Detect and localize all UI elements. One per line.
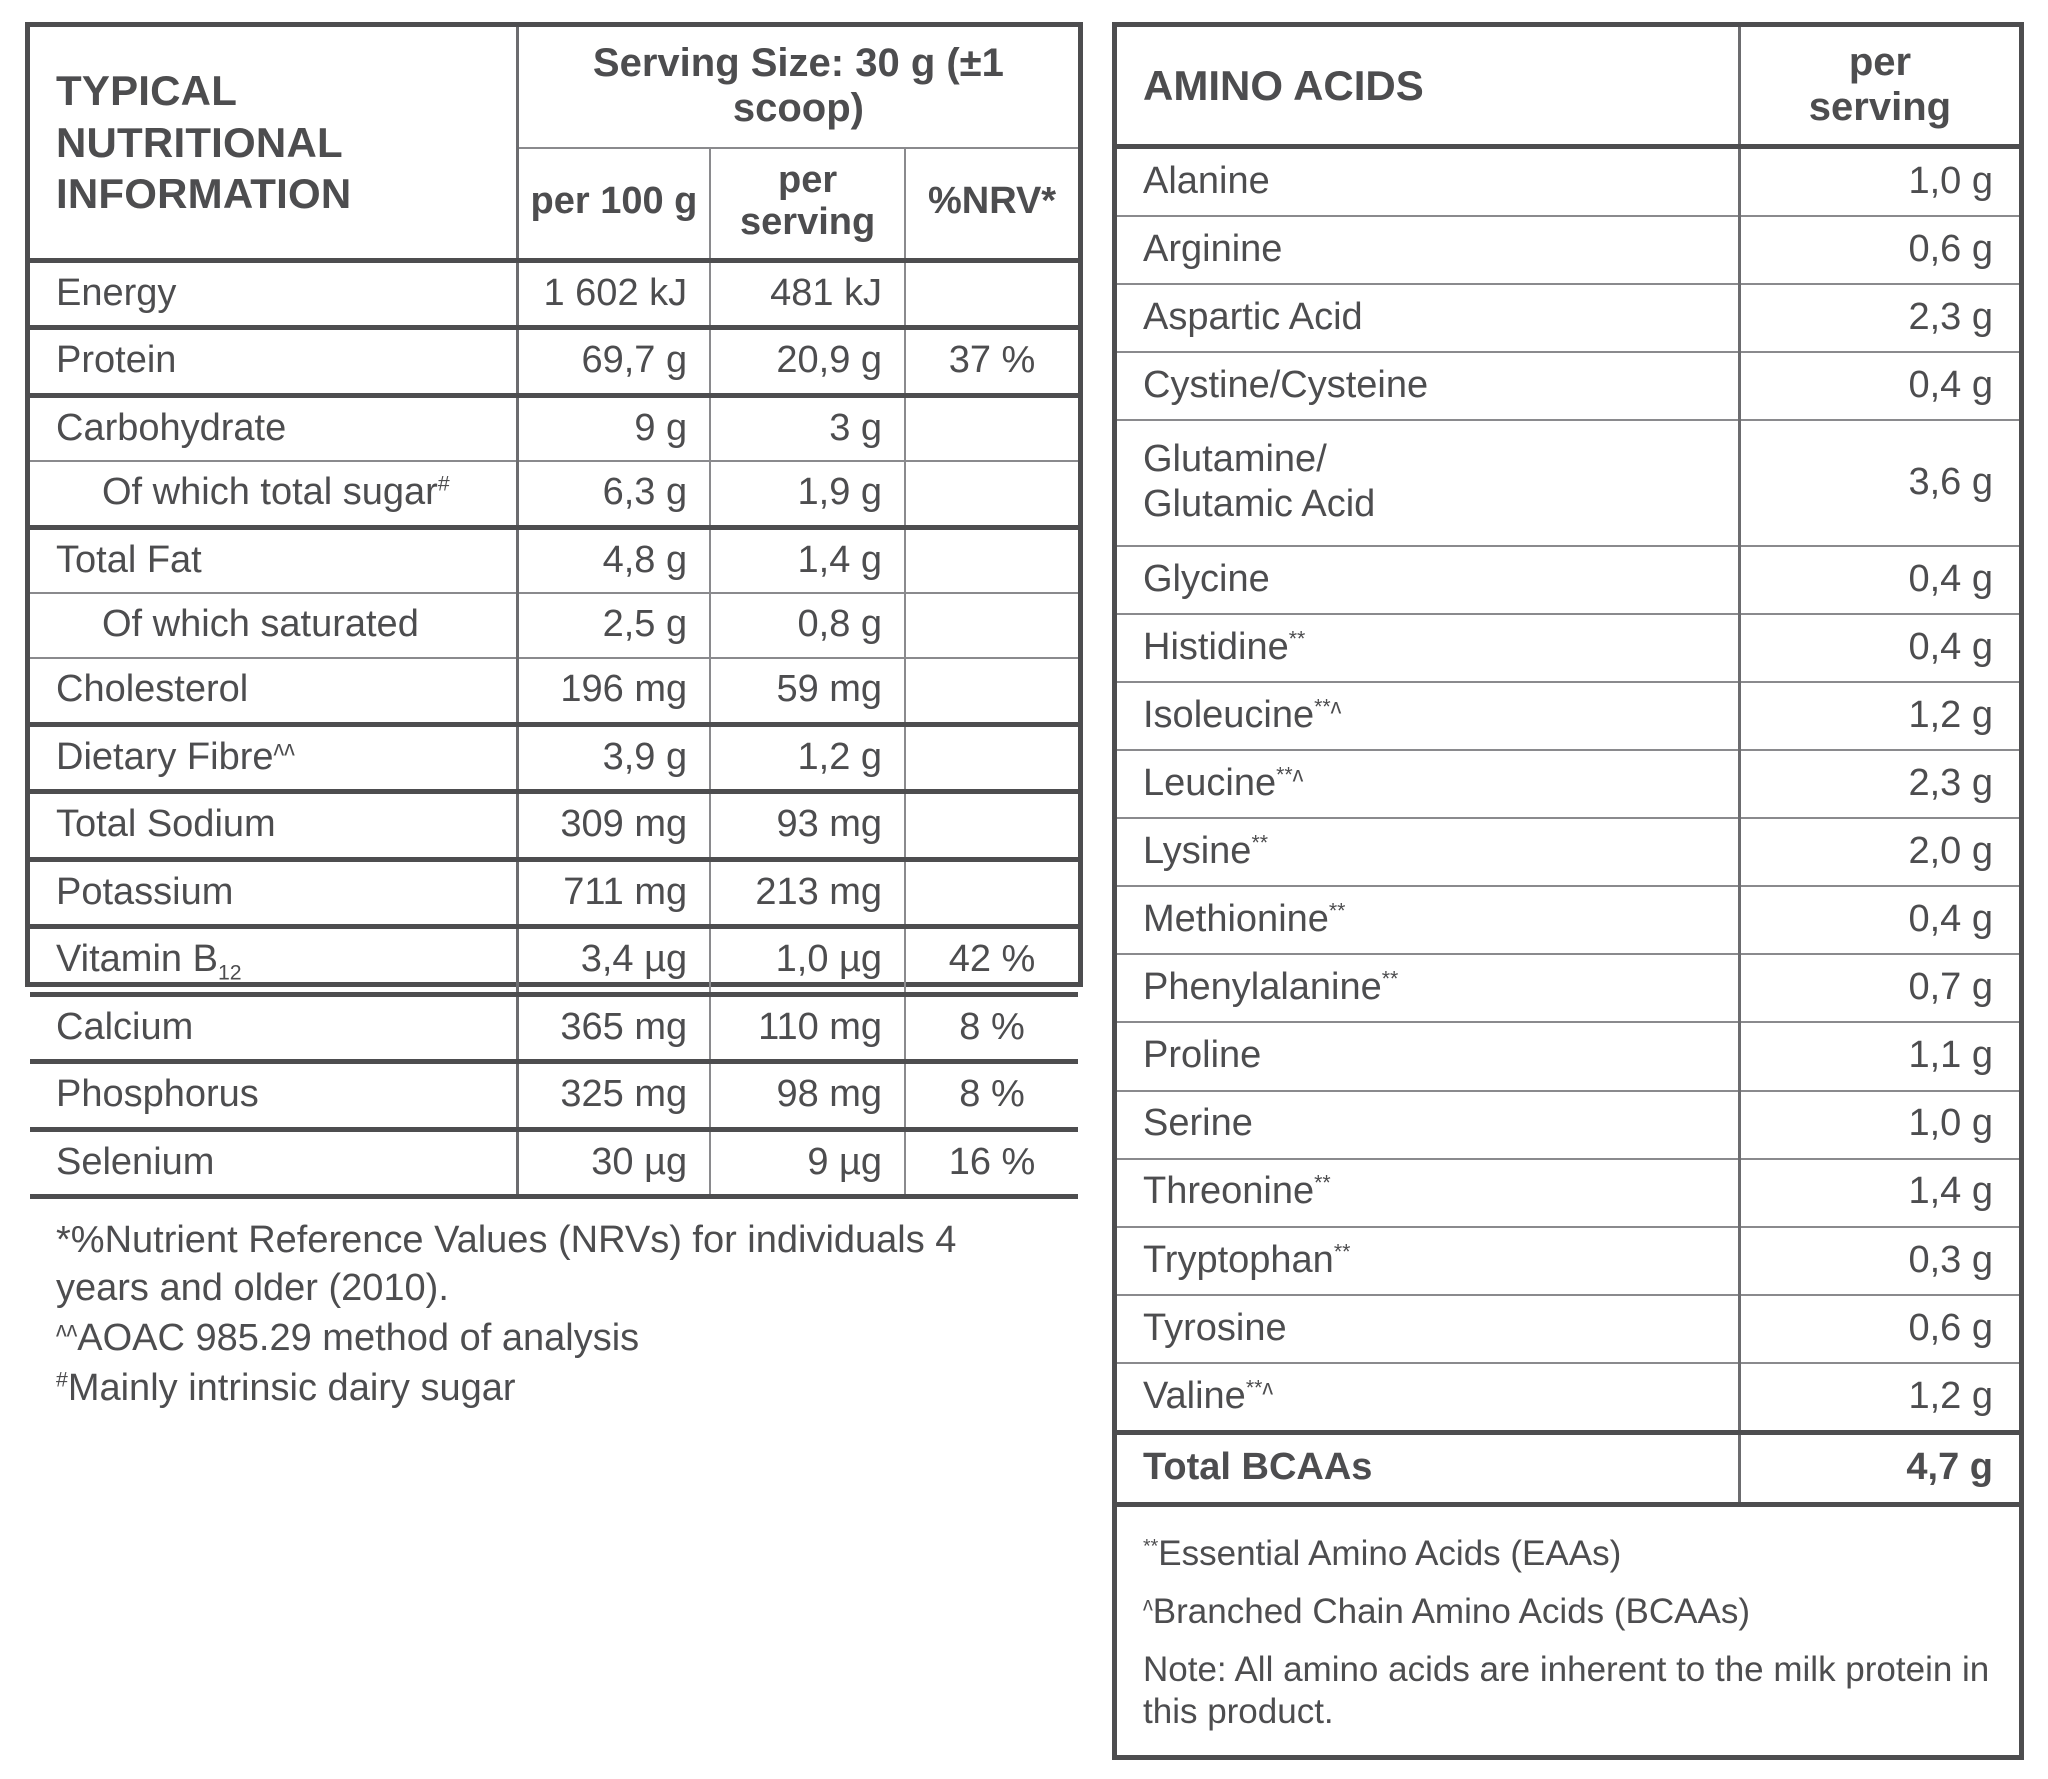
nutrient-per-100g: 6,3 g [517, 461, 710, 527]
nutrient-nrv [905, 527, 1078, 593]
table-row [1117, 352, 2019, 420]
nutrient-nrv: 16 % [905, 1129, 1078, 1197]
column-header-nrv: %NRV* [905, 148, 1078, 261]
amino-acid-per-serving: 0,4 g [1739, 352, 2019, 420]
amino-acid-per-serving: 2,0 g [1739, 818, 2019, 886]
amino-acid-per-serving: 1,1 g [1739, 1022, 2019, 1090]
nutrition-header-row-1 [30, 27, 1078, 148]
amino-acid-per-serving: 0,3 g [1739, 1227, 2019, 1295]
amino-acid-per-serving: 0,6 g [1739, 1295, 2019, 1363]
nutrient-nrv [905, 859, 1078, 927]
footnote-line: #Mainly intrinsic dairy sugar [56, 1366, 516, 1409]
table-row [30, 927, 1078, 995]
footnote-marker-hash: # [56, 1367, 68, 1392]
amino-acid-per-serving: 0,6 g [1739, 216, 2019, 284]
amino-notes-row [1117, 1504, 2019, 1755]
nutrient-name: Dietary Fibre$^{ʌʌ}$ [30, 724, 517, 792]
table-row [1117, 546, 2019, 614]
amino-acid-name: Glutamine/ Glutamic Acid [1117, 420, 1739, 545]
nutrient-per-100g: 196 mg [517, 658, 710, 724]
nutrient-subscript: 12 [217, 960, 242, 985]
table-row [1117, 614, 2019, 682]
table-row [1117, 682, 2019, 750]
nutrient-name: Carbohydrate [30, 395, 517, 461]
nutrient-name: Protein [30, 328, 517, 396]
amino-acid-per-serving: 2,3 g [1739, 284, 2019, 352]
nutrient-per-100g: 9 g [517, 395, 710, 461]
nutrient-per-serving: 213 mg [710, 859, 905, 927]
nutrient-per-100g: 69,7 g [517, 328, 710, 396]
amino-acid-name: Isoleucine$^{**ʌ}$ [1117, 682, 1739, 750]
amino-column-header-line2: serving [1808, 85, 1952, 130]
nutrient-name: Total Sodium [30, 792, 517, 860]
nutrient-nrv [905, 593, 1078, 658]
amino-footnote-marker: ** [1288, 626, 1306, 650]
nutrient-nrv [905, 658, 1078, 724]
table-row [30, 994, 1078, 1062]
nutritional-information-table [30, 27, 1078, 1425]
nutrition-footnotes-row [30, 1197, 1078, 1425]
nutrient-per-serving: 0,8 g [710, 593, 905, 658]
amino-acid-per-serving: 2,3 g [1739, 750, 2019, 818]
nutrient-per-100g: 30 µg [517, 1129, 710, 1197]
nutrient-per-100g: 3,4 µg [517, 927, 710, 995]
amino-acid-per-serving: 1,2 g [1739, 1363, 2019, 1433]
nutrient-nrv: 37 % [905, 328, 1078, 396]
amino-footnote-marker: ** [1381, 966, 1399, 991]
amino-acid-per-serving: 3,6 g [1739, 420, 2019, 545]
amino-footnote-marker: **ʌ [1314, 694, 1342, 719]
nutrient-name: Potassium [30, 859, 517, 927]
nutrient-per-serving: 1,0 µg [710, 927, 905, 995]
page-title-line2: INFORMATION [56, 169, 352, 217]
amino-acid-name: Serine [1117, 1091, 1739, 1159]
amino-footnote-marker: ** [1314, 1170, 1331, 1195]
nutrient-name: Calcium [30, 994, 517, 1062]
nutrient-per-100g: 4,8 g [517, 527, 710, 593]
table-row [1117, 954, 2019, 1022]
table-row [30, 1129, 1078, 1197]
nutrient-per-serving: 481 kJ [710, 260, 905, 328]
nutrient-per-100g: 711 mg [517, 859, 710, 927]
nutrient-nrv: 42 % [905, 927, 1078, 995]
table-row [1117, 1022, 2019, 1090]
table-row [30, 658, 1078, 724]
nutrient-per-serving: 93 mg [710, 792, 905, 860]
page-title [30, 27, 517, 260]
nutrient-nrv [905, 724, 1078, 792]
amino-footnote-marker: ** [1328, 898, 1346, 923]
table-row [30, 593, 1078, 658]
nutrient-nrv [905, 792, 1078, 860]
table-row [1117, 216, 2019, 284]
amino-acid-per-serving: 0,7 g [1739, 954, 2019, 1022]
nutrient-per-serving: 59 mg [710, 658, 905, 724]
nutrient-footnote-marker: # [437, 471, 450, 496]
table-row [30, 527, 1078, 593]
table-row [30, 724, 1078, 792]
amino-footnote-marker: ** [1333, 1238, 1351, 1263]
amino-column-header [1739, 27, 2019, 146]
nutrient-nrv: 8 % [905, 1062, 1078, 1130]
table-row [1117, 1433, 2019, 1504]
nutrient-name: Total Fat [30, 527, 517, 593]
nutrient-per-100g: 365 mg [517, 994, 710, 1062]
amino-acids-notes [1117, 1504, 2019, 1755]
amino-acid-per-serving: 1,4 g [1739, 1159, 2019, 1227]
nutrient-per-serving: 1,4 g [710, 527, 905, 593]
table-row [1117, 750, 2019, 818]
amino-acid-name: Valine$^{**ʌ}$ [1117, 1363, 1739, 1433]
amino-acid-per-serving: 1,0 g [1739, 146, 2019, 216]
nutrient-per-serving: 1,2 g [710, 724, 905, 792]
nutrition-footnotes [30, 1197, 1078, 1425]
table-row [30, 859, 1078, 927]
footnote-line: $^{ʌʌ}$AOAC 985.29 method of analysis [56, 1317, 640, 1360]
nutrient-per-100g: 3,9 g [517, 724, 710, 792]
table-row [30, 1062, 1078, 1130]
amino-acid-name: Lysine** [1117, 818, 1739, 886]
amino-acid-per-serving: 0,4 g [1739, 614, 2019, 682]
amino-acid-name: Alanine [1117, 146, 1739, 216]
table-row [1117, 146, 2019, 216]
amino-acid-name: Tyrosine [1117, 1295, 1739, 1363]
nutrient-name: Energy [30, 260, 517, 328]
amino-acid-name: Leucine$^{**ʌ}$ [1117, 750, 1739, 818]
nutrient-footnote-marker: ʌʌ [273, 735, 295, 760]
amino-acid-per-serving: 4,7 g [1739, 1433, 2019, 1504]
amino-acid-name: Total BCAAs [1117, 1433, 1739, 1504]
amino-acid-per-serving: 1,0 g [1739, 1091, 2019, 1159]
table-row [1117, 818, 2019, 886]
amino-acids-panel [1112, 22, 2024, 1760]
amino-acid-name: Histidine** [1117, 614, 1739, 682]
note-marker-caret: ʌ [1143, 1593, 1153, 1616]
amino-header-row [1117, 27, 2019, 146]
nutrient-name: Selenium [30, 1129, 517, 1197]
nutrient-per-100g: 325 mg [517, 1062, 710, 1130]
nutrient-name: Of which saturated [30, 593, 517, 658]
nutrient-per-serving: 98 mg [710, 1062, 905, 1130]
table-row [1117, 1091, 2019, 1159]
nutrient-per-100g: 309 mg [517, 792, 710, 860]
amino-acids-table [1117, 27, 2019, 1755]
table-row [30, 792, 1078, 860]
table-row [1117, 1295, 2019, 1363]
table-row [1117, 1159, 2019, 1227]
column-header-per-100g: per 100 g [517, 148, 710, 261]
nutritional-information-panel [25, 22, 1083, 1409]
nutrient-per-serving: 9 µg [710, 1129, 905, 1197]
table-row [30, 461, 1078, 527]
amino-acid-name: Arginine [1117, 216, 1739, 284]
amino-note-line: Note: All amino acids are inherent to the milk protein in this product. [1143, 1649, 1990, 1731]
nutrient-nrv [905, 395, 1078, 461]
nutrient-name: Phosphorus [30, 1062, 517, 1130]
column-header-per-serving: per serving [710, 148, 905, 261]
amino-footnote-marker: ** [1251, 830, 1268, 855]
nutrient-nrv [905, 260, 1078, 328]
table-row [1117, 284, 2019, 352]
nutrient-per-serving: 3 g [710, 395, 905, 461]
amino-acid-name: Phenylalanine** [1117, 954, 1739, 1022]
page-title-line1: TYPICAL NUTRITIONAL [56, 67, 343, 166]
note-marker-asterisk: ** [1143, 1535, 1159, 1558]
table-row [1117, 420, 2019, 545]
table-row [1117, 1363, 2019, 1433]
amino-acid-name: Glycine [1117, 546, 1739, 614]
nutrient-per-serving: 1,9 g [710, 461, 905, 527]
amino-acid-name: Aspartic Acid [1117, 284, 1739, 352]
amino-acid-name: Threonine** [1117, 1159, 1739, 1227]
footnote-line: *%Nutrient Reference Values (NRVs) for individuals 4 years and older (2010). [56, 1219, 957, 1310]
nutrient-per-serving: 110 mg [710, 994, 905, 1062]
nutrient-nrv: 8 % [905, 994, 1078, 1062]
nutrient-per-100g: 2,5 g [517, 593, 710, 658]
footnote-marker-caret: ʌʌ [56, 1317, 78, 1342]
amino-column-header-line1: per [1848, 39, 1912, 84]
nutrient-name: Vitamin $B_{12}$ [30, 927, 517, 995]
table-row [30, 328, 1078, 396]
amino-acid-per-serving: 0,4 g [1739, 886, 2019, 954]
amino-footnote-marker: **ʌ [1276, 762, 1304, 787]
amino-acid-name: Cystine/Cysteine [1117, 352, 1739, 420]
nutrient-per-serving: 20,9 g [710, 328, 905, 396]
table-row [30, 260, 1078, 328]
nutrient-per-100g: 1 602 kJ [517, 260, 710, 328]
amino-acid-name: Methionine** [1117, 886, 1739, 954]
nutrient-nrv [905, 461, 1078, 527]
amino-note-line: $^ʌ$Branched Chain Amino Acids (BCAAs) [1143, 1591, 1751, 1631]
amino-acid-name: Proline [1117, 1022, 1739, 1090]
amino-acid-per-serving: 0,4 g [1739, 546, 2019, 614]
amino-acids-title: AMINO ACIDS [1117, 27, 1739, 146]
amino-note-line: **Essential Amino Acids (EAAs) [1143, 1533, 1622, 1573]
table-row [1117, 1227, 2019, 1295]
amino-footnote-marker: **ʌ [1245, 1375, 1273, 1400]
table-row [1117, 886, 2019, 954]
nutrient-name: Cholesterol [30, 658, 517, 724]
amino-acid-name: Tryptophan** [1117, 1227, 1739, 1295]
table-row [30, 395, 1078, 461]
amino-acid-per-serving: 1,2 g [1739, 682, 2019, 750]
nutrient-name: Of which total sugar# [30, 461, 517, 527]
serving-size-header: Serving Size: 30 g (±1 scoop) [517, 27, 1078, 148]
